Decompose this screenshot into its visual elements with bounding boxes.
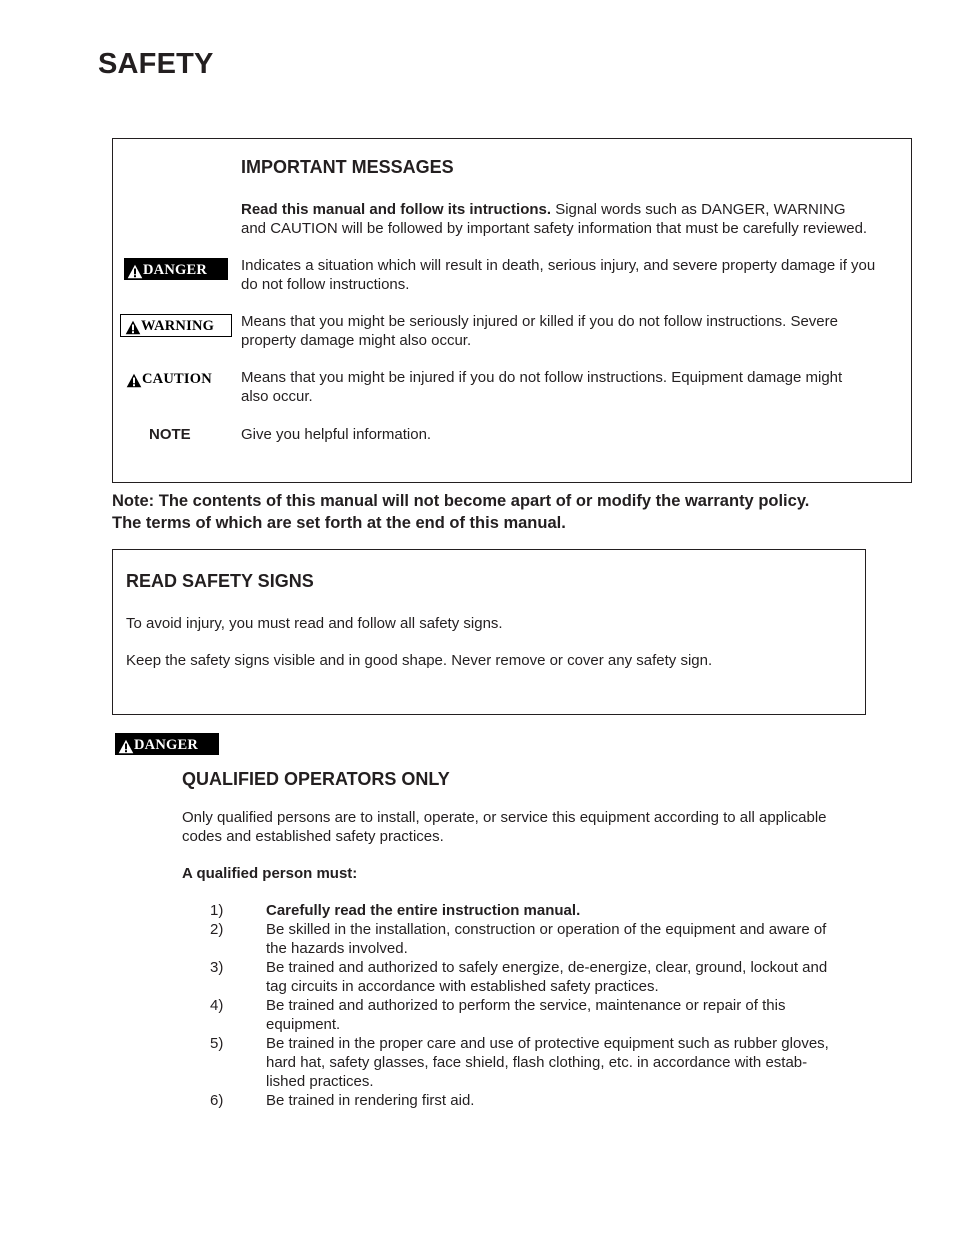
list-item-number: 2): [210, 921, 224, 938]
list-item: [210, 996, 870, 1034]
list-item-number: 6): [210, 1092, 224, 1109]
warning-description-line1: Means that you might be seriously injured or killed if you do not follow instructions. Severe: [241, 313, 838, 330]
danger-description: [241, 256, 875, 294]
list-item-number: 4): [210, 997, 224, 1014]
qualified-heading: QUALIFIED OPERATORS ONLY: [182, 769, 450, 789]
safety-signs-paragraph-2: Keep the safety signs visible and in good shape. Never remove or cover any safety sign.: [126, 652, 713, 669]
list-item-text: hard hat, safety glasses, face shield, flash clothing, etc. in accordance with estab-: [266, 1054, 808, 1071]
danger-description-line2: do not follow instructions.: [241, 276, 410, 293]
qualified-intro-line2: codes and established safety practices.: [182, 828, 444, 845]
danger-badge: [115, 733, 219, 755]
list-item-text: lished practices.: [266, 1073, 374, 1090]
warning-triangle-icon: [126, 373, 142, 388]
danger-badge: [124, 258, 228, 280]
qualified-intro: [182, 808, 827, 846]
list-item: [210, 1034, 870, 1091]
caution-badge-label: CAUTION: [142, 371, 212, 387]
note-label: NOTE: [149, 426, 191, 443]
warning-badge: [120, 314, 232, 337]
warning-triangle-icon: [125, 320, 141, 335]
caution-description-line1: Means that you might be injured if you do not follow instructions. Equipment damage might: [241, 369, 843, 386]
list-item-text: Be trained and authorized to perform the service, maintenance or repair of this: [266, 997, 786, 1014]
qualified-must-label: A qualified person must:: [182, 865, 358, 882]
important-messages-intro: [241, 200, 867, 238]
danger-badge-label: DANGER: [143, 262, 208, 278]
important-messages-heading: IMPORTANT MESSAGES: [241, 157, 454, 177]
list-item-number: 1): [210, 902, 224, 919]
list-item-text: Be trained in the proper care and use of protective equipment such as rubber gloves,: [266, 1035, 829, 1052]
note-description: Give you helpful information.: [241, 426, 432, 443]
list-item-text: Be trained in rendering first aid.: [266, 1092, 475, 1109]
intro-text-line2: and CAUTION will be followed by important safety information that must be carefully reviewed.: [241, 220, 868, 237]
warranty-note: [112, 491, 809, 534]
list-item-text: Be skilled in the installation, construction or operation of the equipment and aware of: [266, 921, 827, 938]
list-item: [210, 1091, 870, 1110]
list-item: [210, 901, 870, 920]
list-item-text: tag circuits in accordance with established safety practices.: [266, 978, 659, 995]
list-item-text: Carefully read the entire instruction manual.: [266, 902, 581, 919]
list-item: [210, 958, 870, 996]
warning-triangle-icon: [118, 739, 134, 754]
danger-badge-label: DANGER: [134, 737, 199, 753]
intro-text: Signal words such as DANGER, WARNING: [551, 201, 846, 218]
important-messages-box: [112, 138, 912, 483]
page-title: SAFETY: [98, 48, 214, 80]
caution-description: [241, 368, 842, 406]
qualified-list: [210, 901, 870, 1110]
list-item-number: 5): [210, 1035, 224, 1052]
list-item-text: the hazards involved.: [266, 940, 408, 957]
warranty-note-line1: Note: The contents of this manual will not become apart of or modify the warranty policy.: [112, 492, 810, 510]
intro-bold-text: Read this manual and follow its intructions.: [241, 201, 552, 218]
warning-badge-label: WARNING: [141, 318, 215, 334]
qualified-intro-line1: Only qualified persons are to install, operate, or service this equipment according to all applicable: [182, 809, 827, 826]
safety-signs-paragraph-1: To avoid injury, you must read and follow all safety signs.: [126, 615, 503, 632]
warning-description-line2: property damage might also occur.: [241, 332, 472, 349]
list-item-text: Be trained and authorized to safely energize, de-energize, clear, ground, lockout and: [266, 959, 828, 976]
list-item-text: equipment.: [266, 1016, 341, 1033]
warranty-note-line2: The terms of which are set forth at the end of this manual.: [112, 513, 566, 532]
caution-badge: [126, 367, 226, 389]
warning-description: [241, 312, 838, 350]
safety-signs-heading: READ SAFETY SIGNS: [126, 571, 314, 591]
list-item-number: 3): [210, 959, 224, 976]
list-item: [210, 920, 870, 958]
warning-triangle-icon: [127, 264, 143, 279]
caution-description-line2: also occur.: [241, 388, 313, 405]
danger-description-line1: Indicates a situation which will result in death, serious injury, and severe property damage if you: [241, 257, 876, 274]
